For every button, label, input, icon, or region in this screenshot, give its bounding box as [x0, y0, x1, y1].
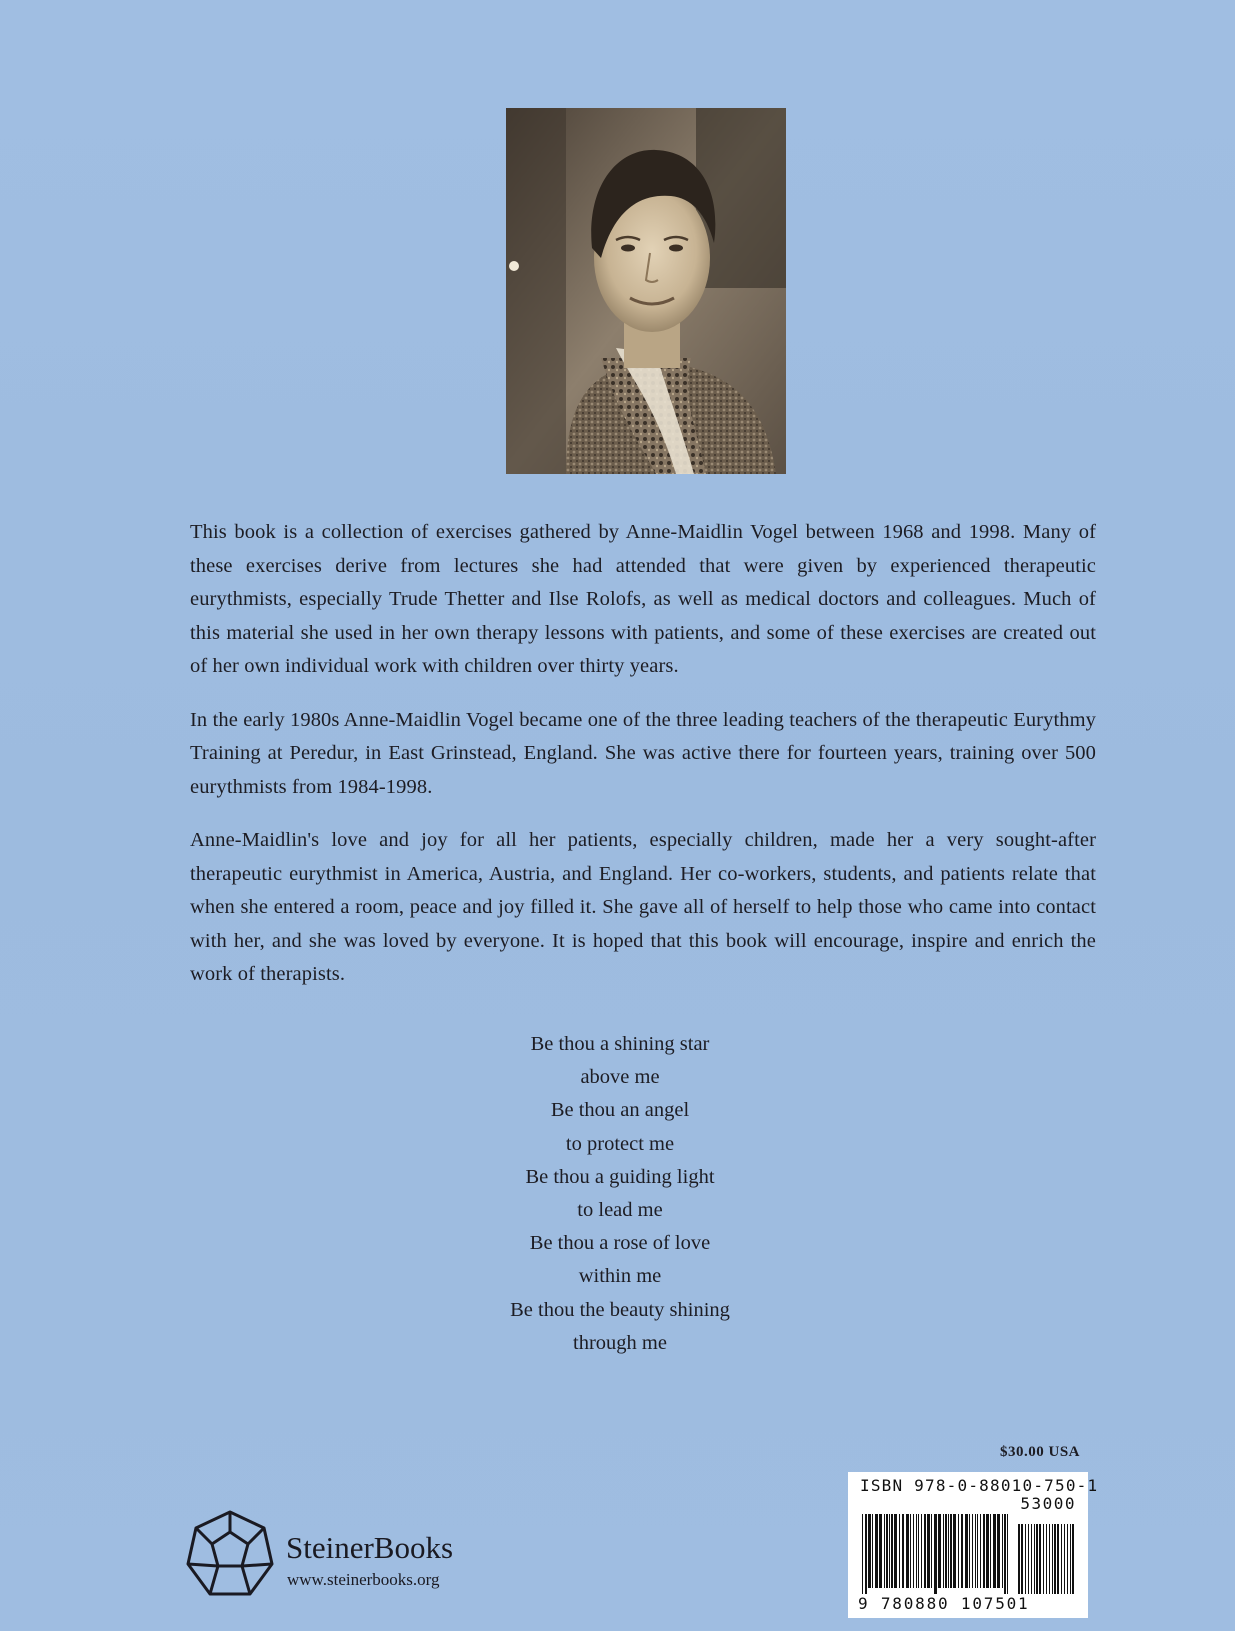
barcode-bar [1049, 1524, 1050, 1594]
barcode-bar [894, 1514, 897, 1588]
barcode-bar [868, 1514, 871, 1588]
barcode-bar [865, 1514, 867, 1594]
publisher-website-link[interactable]: www.steinerbooks.org [287, 1570, 440, 1589]
barcode-bar [977, 1514, 978, 1588]
poem-line: through me [573, 1331, 667, 1354]
poem-line: above me [580, 1066, 660, 1089]
barcode-bar [945, 1514, 947, 1588]
barcode-bar [1028, 1524, 1029, 1594]
barcode-bar [990, 1514, 991, 1588]
barcode-bar [1025, 1524, 1026, 1594]
poem-line: Be thou an angel [550, 1099, 690, 1122]
barcode-bar [948, 1514, 949, 1588]
barcode-bar [891, 1514, 893, 1588]
barcode-bar [965, 1514, 968, 1588]
barcode-bar [924, 1514, 926, 1588]
description-paragraph-1: This book is a collection of exercises gathered by Anne-Maidlin Vogel between 1968 and 1998. Many of these exercises derive from lectures she had attended that were given by experienced therapeutic eurythmists, especially Trude Thetter and Ilse Rolofs, as well as medical doctors and colleagues. Much of this material she used in her own therapy lessons with patients, and some of these exercises are created out of her own individual work with children over thirty years. [190, 521, 1096, 677]
barcode-bar [1018, 1524, 1020, 1594]
barcode-bar [927, 1514, 930, 1588]
barcode-bar [913, 1514, 914, 1588]
dodecahedron-logo-icon [184, 1508, 276, 1600]
barcode-bar [961, 1514, 963, 1588]
barcode-bar [902, 1514, 904, 1588]
barcode-bar [943, 1514, 944, 1588]
barcode-bar [899, 1514, 900, 1588]
publisher-name: SteinerBooks [286, 1530, 454, 1565]
barcode-bar [918, 1514, 919, 1588]
barcode-bar [921, 1514, 922, 1588]
barcode-bar [1054, 1524, 1056, 1594]
barcode-bar [953, 1514, 956, 1588]
barcode-bar [972, 1514, 973, 1588]
barcode-bar [1052, 1524, 1053, 1594]
barcode-bar [938, 1514, 941, 1588]
barcode-bar [1067, 1524, 1068, 1594]
barcode-bars [858, 1514, 1078, 1594]
poem-line: Be thou a shining star [530, 1033, 710, 1055]
barcode-bar [980, 1514, 981, 1588]
poem-line: to lead me [577, 1199, 663, 1222]
barcode-bar [906, 1514, 909, 1588]
barcode-bar [916, 1514, 917, 1588]
barcode-bar [969, 1514, 970, 1588]
barcode-bar [884, 1514, 885, 1588]
price-addon-code: 53000 [1020, 1494, 1076, 1513]
barcode-bar [875, 1514, 878, 1588]
barcode-bar [1036, 1524, 1038, 1594]
isbn-number: ISBN 978-0-88010-750-1 [860, 1476, 1099, 1495]
barcode-bar [983, 1514, 985, 1588]
barcode-bar [886, 1514, 888, 1588]
barcode-bar [1004, 1514, 1006, 1594]
poem-line: Be thou the beauty shining [510, 1298, 730, 1321]
poem-line: within me [578, 1265, 662, 1288]
barcode-bar [931, 1514, 932, 1588]
barcode-bar [1007, 1514, 1008, 1594]
barcode-bar [910, 1514, 911, 1588]
poem-line: Be thou a rose of love [529, 1232, 711, 1255]
barcode-bar [1061, 1524, 1062, 1594]
poem [390, 1028, 850, 1360]
barcode-bar [958, 1514, 959, 1588]
barcode-bar [1072, 1524, 1074, 1594]
barcode-bar [1043, 1524, 1044, 1594]
barcode-bar [889, 1514, 890, 1588]
barcode-bar [1064, 1524, 1065, 1594]
book-description [190, 516, 1096, 1012]
poem-line: to protect me [565, 1132, 675, 1155]
description-paragraph-2: In the early 1980s Anne-Maidlin Vogel became one of the three leading teachers of the therapeutic Eurythmy Training at Peredur, in East Grinstead, England. She was active there for fourteen years, training over 500 eurythmists from 1984-1998. [190, 708, 1096, 798]
barcode-bar [1070, 1524, 1071, 1594]
author-photo [506, 108, 786, 474]
description-paragraph-3: Anne-Maidlin's love and joy for all her patients, especially children, made her a very sought-after therapeutic eurythmist in America, Austria, and England. Her co-workers, students, and patients relate that when she entered a room, peace and joy filled it. She gave all of herself to help those who came into contact with her, and she was loved by everyone. It is hoped that this book will encourage, inspire and enrich the work of therapists. [190, 829, 1096, 985]
barcode-bar [997, 1514, 1000, 1588]
barcode-bar [986, 1514, 989, 1588]
barcode-bar [950, 1514, 952, 1588]
barcode-bar [872, 1514, 873, 1588]
barcode-bar [1046, 1524, 1047, 1594]
barcode-bar [862, 1514, 863, 1594]
barcode-bar [993, 1514, 996, 1588]
barcode-bar [1021, 1524, 1023, 1594]
barcode-bar [879, 1514, 882, 1588]
barcode-bar [1002, 1514, 1003, 1588]
ean-digits: 9 780880 107501 [858, 1594, 1030, 1613]
barcode-bar [1039, 1524, 1041, 1594]
isbn-barcode [848, 1472, 1099, 1618]
poem-line: Be thou a guiding light [525, 1165, 715, 1188]
barcode-bar [1034, 1524, 1035, 1594]
barcode-bar [975, 1514, 976, 1588]
price-label: $30.00 USA [999, 1444, 1080, 1460]
barcode-bar [1031, 1524, 1032, 1594]
barcode-bar [1057, 1524, 1059, 1594]
barcode-bar [934, 1514, 937, 1594]
